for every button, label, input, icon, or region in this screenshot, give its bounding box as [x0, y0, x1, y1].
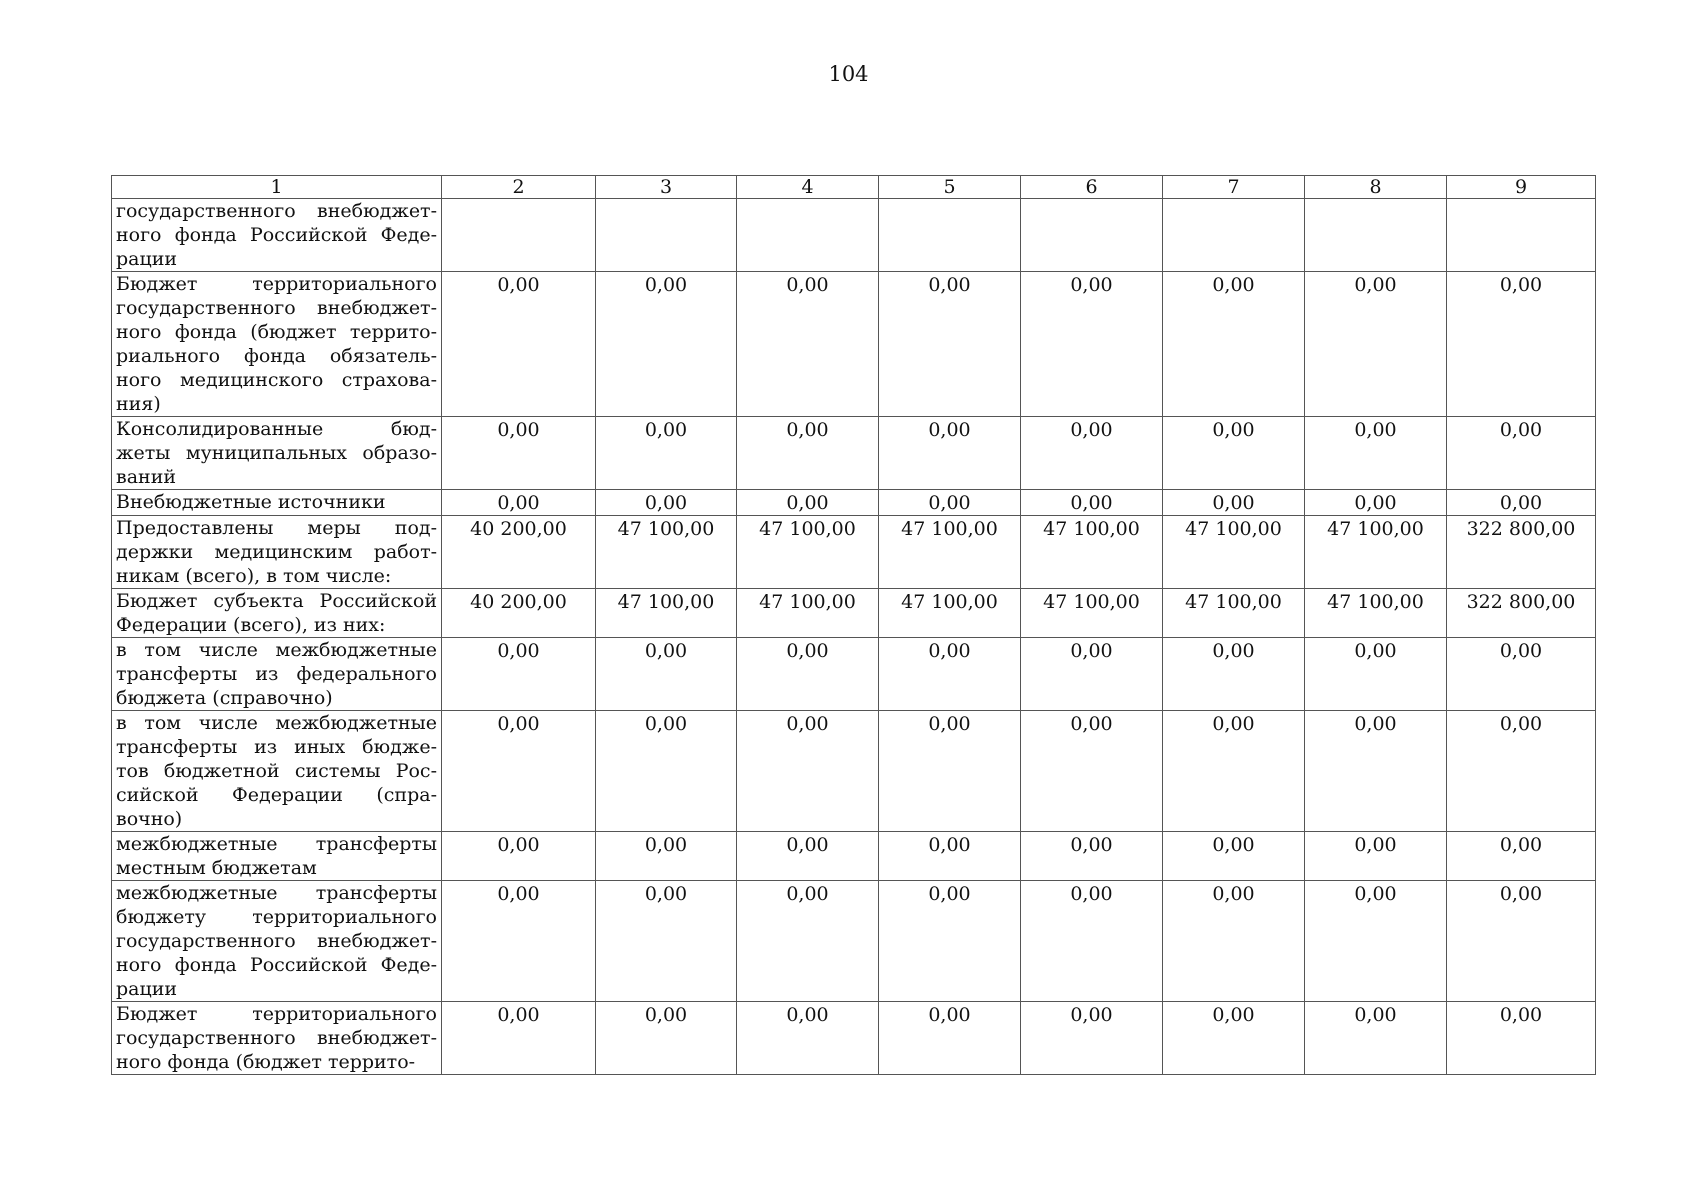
- row-label-line: в том числе межбюджетные: [116, 639, 437, 661]
- row-label: [112, 832, 442, 881]
- value-cell: 0,00: [442, 711, 596, 832]
- value-cell: [1163, 199, 1305, 272]
- value-cell: 47 100,00: [1163, 589, 1305, 638]
- row-label: [112, 638, 442, 711]
- value-cell: 322 800,00: [1447, 589, 1596, 638]
- table-row: [112, 199, 1596, 272]
- row-label-line: рации: [116, 248, 178, 270]
- value-cell: 0,00: [1305, 490, 1447, 516]
- value-cell: 0,00: [1021, 881, 1163, 1002]
- value-cell: 0,00: [737, 832, 879, 881]
- row-label-line: межбюджетные трансферты: [116, 833, 437, 855]
- value-cell: 0,00: [596, 272, 737, 417]
- value-cell: 0,00: [596, 1002, 737, 1075]
- value-cell: 0,00: [596, 638, 737, 711]
- row-label-line: трансферты из иных бюдже-: [116, 736, 437, 758]
- value-cell: 0,00: [1447, 881, 1596, 1002]
- column-header-3: 3: [596, 176, 737, 199]
- row-label-line: сийской Федерации (спра-: [116, 784, 437, 806]
- value-cell: 0,00: [737, 490, 879, 516]
- value-cell: 0,00: [1021, 832, 1163, 881]
- value-cell: 0,00: [1163, 1002, 1305, 1075]
- value-cell: 0,00: [1305, 881, 1447, 1002]
- column-header-1: 1: [112, 176, 442, 199]
- value-cell: 0,00: [879, 1002, 1021, 1075]
- table-row: [112, 272, 1596, 417]
- value-cell: 0,00: [879, 832, 1021, 881]
- value-cell: 0,00: [737, 1002, 879, 1075]
- value-cell: 47 100,00: [737, 516, 879, 589]
- row-label-line: риального фонда обязатель-: [116, 345, 437, 367]
- value-cell: 0,00: [1447, 417, 1596, 490]
- column-header-8: 8: [1305, 176, 1447, 199]
- value-cell: 0,00: [1305, 638, 1447, 711]
- value-cell: 0,00: [442, 417, 596, 490]
- value-cell: [1021, 199, 1163, 272]
- row-label: [112, 589, 442, 638]
- value-cell: [596, 199, 737, 272]
- column-header-4: 4: [737, 176, 879, 199]
- value-cell: 0,00: [596, 711, 737, 832]
- table-row: [112, 832, 1596, 881]
- value-cell: 47 100,00: [879, 516, 1021, 589]
- value-cell: 0,00: [442, 1002, 596, 1075]
- value-cell: 47 100,00: [1163, 516, 1305, 589]
- value-cell: 0,00: [596, 417, 737, 490]
- value-cell: 47 100,00: [596, 589, 737, 638]
- value-cell: [879, 199, 1021, 272]
- value-cell: [1447, 199, 1596, 272]
- value-cell: 0,00: [442, 638, 596, 711]
- value-cell: 47 100,00: [879, 589, 1021, 638]
- row-label-line: Бюджет территориального: [116, 273, 437, 295]
- header-row: [112, 176, 1596, 199]
- row-label-line: бюджету территориального: [116, 906, 437, 928]
- value-cell: 47 100,00: [1305, 589, 1447, 638]
- row-label-line: вочно): [116, 808, 183, 830]
- row-label-line: рации: [116, 978, 178, 1000]
- value-cell: 0,00: [1163, 881, 1305, 1002]
- value-cell: 40 200,00: [442, 589, 596, 638]
- value-cell: 0,00: [1305, 832, 1447, 881]
- value-cell: 0,00: [596, 881, 737, 1002]
- row-label-line: ного медицинского страхова-: [116, 369, 437, 391]
- row-label-line: тов бюджетной системы Рос-: [116, 760, 437, 782]
- value-cell: 0,00: [1305, 272, 1447, 417]
- value-cell: 0,00: [1447, 832, 1596, 881]
- row-label-line: жеты муниципальных образо-: [116, 442, 437, 464]
- column-header-6: 6: [1021, 176, 1163, 199]
- value-cell: 0,00: [442, 490, 596, 516]
- table-row: [112, 638, 1596, 711]
- value-cell: 47 100,00: [1021, 589, 1163, 638]
- row-label: [112, 490, 442, 516]
- row-label: [112, 272, 442, 417]
- table-row: [112, 417, 1596, 490]
- value-cell: 0,00: [1447, 272, 1596, 417]
- value-cell: 0,00: [1447, 1002, 1596, 1075]
- value-cell: 0,00: [596, 832, 737, 881]
- table-row: [112, 881, 1596, 1002]
- row-label-line: Федерации (всего), из них:: [116, 614, 386, 636]
- value-cell: 0,00: [442, 272, 596, 417]
- budget-table: [111, 175, 1596, 1075]
- row-label-line: в том числе межбюджетные: [116, 712, 437, 734]
- table-body: [112, 199, 1596, 1075]
- row-label-line: Внебюджетные источники: [116, 491, 386, 513]
- value-cell: 47 100,00: [737, 589, 879, 638]
- value-cell: [442, 199, 596, 272]
- row-label-line: государственного внебюджет-: [116, 297, 437, 319]
- value-cell: 0,00: [1447, 711, 1596, 832]
- row-label: [112, 1002, 442, 1075]
- row-label-line: государственного внебюджет-: [116, 200, 437, 222]
- row-label-line: межбюджетные трансферты: [116, 882, 437, 904]
- value-cell: 0,00: [1163, 417, 1305, 490]
- value-cell: 0,00: [1021, 1002, 1163, 1075]
- value-cell: 0,00: [879, 881, 1021, 1002]
- budget-table-container: [111, 175, 1595, 1075]
- row-label-line: ваний: [116, 466, 177, 488]
- row-label-line: ного фонда (бюджет террито-: [116, 1051, 416, 1073]
- value-cell: [1305, 199, 1447, 272]
- value-cell: 0,00: [1163, 638, 1305, 711]
- value-cell: 0,00: [1163, 490, 1305, 516]
- value-cell: [737, 199, 879, 272]
- row-label-line: бюджета (справочно): [116, 687, 333, 709]
- value-cell: 0,00: [879, 711, 1021, 832]
- row-label-line: Предоставлены меры под-: [116, 517, 437, 539]
- value-cell: 0,00: [879, 417, 1021, 490]
- row-label-line: Консолидированные бюд-: [116, 418, 437, 440]
- row-label: [112, 881, 442, 1002]
- column-header-9: 9: [1447, 176, 1596, 199]
- value-cell: 0,00: [442, 832, 596, 881]
- value-cell: 0,00: [879, 638, 1021, 711]
- value-cell: 0,00: [879, 490, 1021, 516]
- row-label-line: ния): [116, 393, 161, 415]
- value-cell: 0,00: [596, 490, 737, 516]
- row-label-line: Бюджет субъекта Российской: [116, 590, 437, 612]
- value-cell: 0,00: [1305, 417, 1447, 490]
- value-cell: 0,00: [737, 638, 879, 711]
- value-cell: 0,00: [1305, 711, 1447, 832]
- value-cell: 0,00: [1163, 711, 1305, 832]
- value-cell: 0,00: [1447, 638, 1596, 711]
- row-label-line: государственного внебюджет-: [116, 1027, 437, 1049]
- row-label-line: ного фонда Российской Феде-: [116, 224, 437, 246]
- row-label: [112, 417, 442, 490]
- row-label-line: государственного внебюджет-: [116, 930, 437, 952]
- value-cell: 0,00: [1163, 832, 1305, 881]
- value-cell: 0,00: [1021, 272, 1163, 417]
- value-cell: 47 100,00: [596, 516, 737, 589]
- value-cell: 0,00: [1163, 272, 1305, 417]
- column-header-2: 2: [442, 176, 596, 199]
- row-label: [112, 516, 442, 589]
- row-label: [112, 199, 442, 272]
- value-cell: 47 100,00: [1305, 516, 1447, 589]
- value-cell: 0,00: [1021, 711, 1163, 832]
- column-header-7: 7: [1163, 176, 1305, 199]
- value-cell: 322 800,00: [1447, 516, 1596, 589]
- value-cell: 0,00: [1021, 490, 1163, 516]
- row-label-line: местным бюджетам: [116, 857, 317, 879]
- column-header-5: 5: [879, 176, 1021, 199]
- row-label-line: держки медицинским работ-: [116, 541, 437, 563]
- row-label-line: трансферты из федерального: [116, 663, 437, 685]
- value-cell: 40 200,00: [442, 516, 596, 589]
- value-cell: 0,00: [1305, 1002, 1447, 1075]
- table-row: [112, 516, 1596, 589]
- table-row: [112, 589, 1596, 638]
- value-cell: 0,00: [1447, 490, 1596, 516]
- value-cell: 0,00: [1021, 417, 1163, 490]
- value-cell: 47 100,00: [1021, 516, 1163, 589]
- row-label-line: никам (всего), в том числе:: [116, 565, 392, 587]
- page-number: 104: [828, 62, 869, 86]
- value-cell: 0,00: [1021, 638, 1163, 711]
- value-cell: 0,00: [442, 881, 596, 1002]
- row-label: [112, 711, 442, 832]
- value-cell: 0,00: [737, 417, 879, 490]
- row-label-line: Бюджет территориального: [116, 1003, 437, 1025]
- value-cell: 0,00: [737, 881, 879, 1002]
- table-row: [112, 711, 1596, 832]
- value-cell: 0,00: [737, 272, 879, 417]
- row-label-line: ного фонда Российской Феде-: [116, 954, 437, 976]
- value-cell: 0,00: [737, 711, 879, 832]
- value-cell: 0,00: [879, 272, 1021, 417]
- row-label-line: ного фонда (бюджет террито-: [116, 321, 437, 343]
- table-row: [112, 490, 1596, 516]
- table-row: [112, 1002, 1596, 1075]
